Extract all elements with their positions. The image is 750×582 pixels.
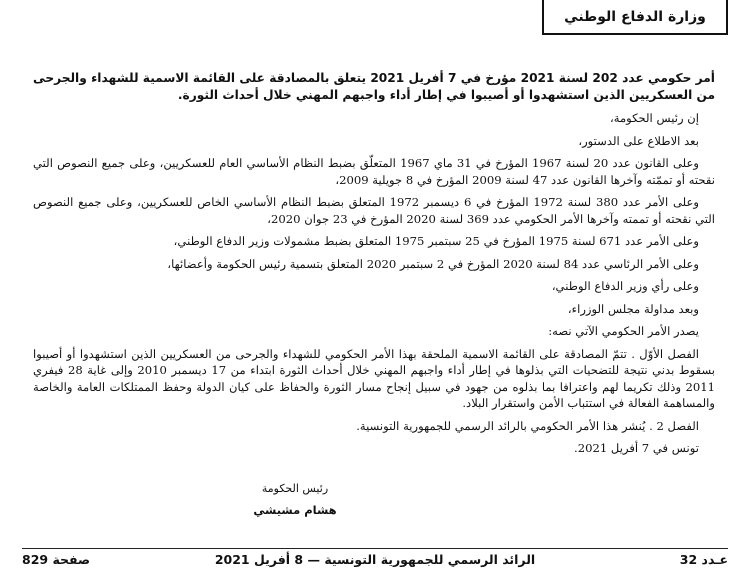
footer-journal-title: الرائد الرسمي للجمهورية التونسية — 8 أفريل 2021 (214, 552, 536, 567)
recital-order-1972: وعلى الأمر عدد 380 لسنة 1972 المؤرخ في 6 ديسمبر 1972 المتعلق بضبط النظام الأساسي الخاص للعسكريين، وعلى جميع النصوص التي نقحته أو تممته وآخرها الأمر الحكومي عدد 369 لسنة 2020 المؤرخ في 23 جوان 2020، (33, 195, 715, 226)
signature-name: هشام مشيشي (253, 503, 337, 517)
recital-constitution: بعد الاطلاع على الدستور، (578, 133, 699, 148)
recital-minister-opinion: وعلى رأي وزير الدفاع الوطني، (551, 279, 699, 293)
signature-block (235, 482, 355, 517)
decree-body (33, 70, 715, 463)
decree-date-place: تونس في 7 أفريل 2021. (574, 441, 699, 455)
recital-presidential-order-2020: وعلى الأمر الرئاسي عدد 84 لسنة 2020 المؤرخ في 2 سبتمبر 2020 المتعلق بتسمية رئيس الحكومة وأعضائها، (167, 256, 699, 271)
recital-law-1967: وعلى القانون عدد 20 لسنة 1967 المؤرخ في 31 ماي 1967 المتعلّق بضبط النظام الأساسي العام للعسكريين، وعلى جميع النصوص التي نقحته أو تممّته وآخرها القانون عدد 47 لسنة 2009 المؤرخ في 8 جويلية 2009، (33, 156, 715, 187)
decree-intro: إن رئيس الحكومة، (609, 111, 699, 125)
signature-title: رئيس الحكومة (261, 482, 329, 495)
recital-council-deliberation: وبعد مداولة مجلس الوزراء، (567, 301, 699, 316)
ministry-name: وزارة الدفاع الوطني (564, 8, 706, 25)
footer-page-number: صفحة 829 (22, 552, 91, 567)
article-2: الفصل 2 . يُنشر هذا الأمر الحكومي بالرائد الرسمي للجمهورية التونسية. (356, 418, 699, 433)
decree-issues-line: يصدر الأمر الحكومي الآتي نصه: (548, 324, 699, 338)
footer-issue-number: عـدد 32 (679, 552, 728, 567)
ministry-header-box (542, 0, 728, 35)
decree-title: أمر حكومي عدد 202 لسنة 2021 مؤرخ في 7 أفريل 2021 يتعلق بالمصادقة على القائمة الاسمية للشهداء والجرحى من العسكريين الذين استشهدوا أو أصيبوا في إطار أداء واجبهم المهني خلال أحداث الثورة. (33, 71, 715, 102)
footer-divider (22, 548, 728, 549)
recital-order-1975: وعلى الأمر عدد 671 لسنة 1975 المؤرخ في 25 سبتمبر 1975 المتعلق بضبط مشمولات وزير الدفاع الوطني، (173, 234, 699, 248)
page-footer (22, 552, 728, 572)
article-1: الفصل الأوّل . تتمّ المصادقة على القائمة الاسمية الملحقة بهذا الأمر الحكومي للشهداء والجرحى من العسكريين الذين استشهدوا أو أصيبوا بسقوط بدني نتيجة للتضحيات التي بذلوها في إطار أداء واجبهم المهني خلال أحداث الثورة ابتداء من 17 ديسمبر 2010 وإلى غاية 28 فيفري 2011 وذلك تكريما لهم واعترافا بما بذلوه من جهود في سبيل إنجاح مسار الثورة والحفاظ على كيان الدولة وحفظ الممتلكات العامة والخاصة والمساهمة الفعالة في استتباب الأمن واستقرار البلاد. (33, 346, 716, 410)
